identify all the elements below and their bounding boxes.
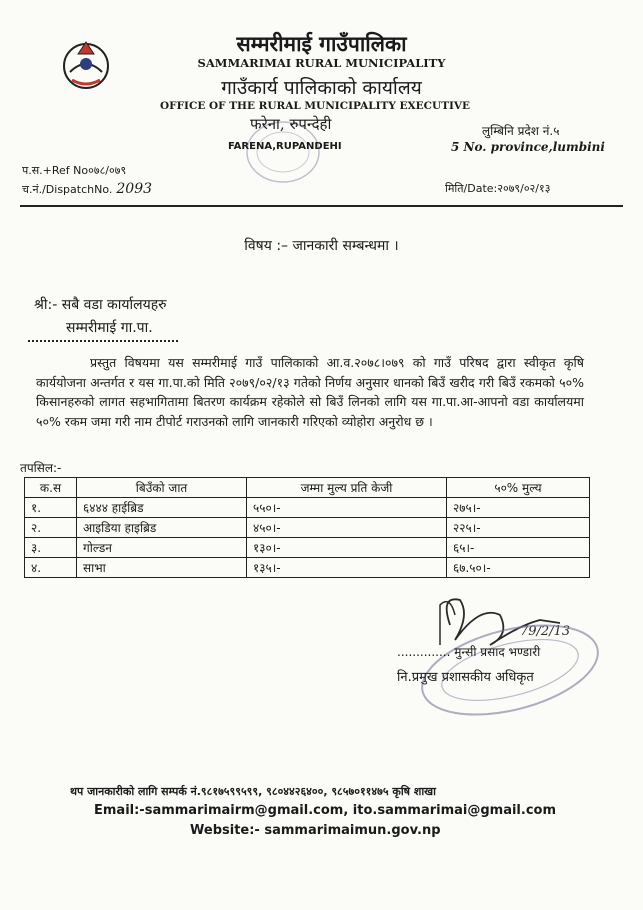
svg-text:79/2/13: 79/2/13 bbox=[520, 624, 571, 639]
table-cell: ६४४४ हाईब्रिड bbox=[77, 498, 247, 518]
footer-contact: थप जानकारीको लागि सम्पर्क नं.९८१७५९९५९९, ९८०४४२६४००, ९८५७०११४७५ कृषि शाखा bbox=[70, 785, 437, 798]
table-cell: १३५।- bbox=[247, 558, 447, 578]
province-ne: लुम्बिनि प्रदेश नं.५ bbox=[482, 124, 560, 138]
table-header: ५०% मुल्य bbox=[447, 478, 590, 498]
recipient-line-2: सम्मरीमाई गा.पा. bbox=[66, 320, 153, 336]
table-row bbox=[25, 498, 590, 518]
table-cell: १. bbox=[25, 498, 77, 518]
table-cell: २. bbox=[25, 518, 77, 538]
footer-email: Email:-sammarimairm@gmail.com, ito.sammarimai@gmail.com bbox=[94, 803, 557, 818]
letter-body: प्रस्तुत विषयमा यस सम्मरीमाई गाउँ पालिकाको आ.व.२०७८।०७९ को गाउँ परिषद द्वारा स्वीकृत कृषि कार्ययोजना अन्तर्गत र यस गा.पा.को मिति २०७९/०२/१३ गतेको निर्णय अनुसार धानको बिउँ खरीद गरी बिउँ रकमको ५०% किसानहरुको लागत सहभागितामा बितरण कार्यक्रम रहेकोले सो बिउँ लिनको लागि यस गा.पा.आ-आपनो वडा कार्यालयमा ५०% रकम जमा गरी नाम टीपोर्ट गराउनको लागि जानकारी गरिएको व्योहोरा अनुरोध छ । bbox=[36, 355, 584, 429]
seed-price-table bbox=[24, 477, 590, 578]
office-title-ne: गाउँकार्य पालिकाको कार्यालय bbox=[221, 77, 422, 99]
footer-website: Website:- sammarimaimun.gov.np bbox=[190, 823, 441, 838]
dispatch-label: च.नं./DispatchNo. bbox=[22, 183, 113, 196]
table-header: क.स bbox=[25, 478, 77, 498]
table-cell: २२५।- bbox=[447, 518, 590, 538]
signatory-name-dots: .............. bbox=[397, 645, 455, 659]
letter-date bbox=[445, 181, 550, 196]
table-cell: २७५।- bbox=[447, 498, 590, 518]
signatory-title: नि.प्रमुख प्रशासकीय अधिकृत bbox=[397, 670, 534, 685]
table-cell: ४. bbox=[25, 558, 77, 578]
table-cell: ६७.५०।- bbox=[447, 558, 590, 578]
table-header-row bbox=[25, 478, 590, 498]
header-divider bbox=[20, 205, 623, 207]
table-cell: ४५०।- bbox=[247, 518, 447, 538]
table-header: बिउँको जात bbox=[77, 478, 247, 498]
recipient-line-1: श्री:- सबै वडा कार्यालयहरु bbox=[34, 297, 167, 313]
table-cell: ५५०।- bbox=[247, 498, 447, 518]
table-cell: ३. bbox=[25, 538, 77, 558]
dispatch-value: 2093 bbox=[116, 181, 153, 197]
dispatch-number bbox=[22, 181, 152, 197]
table-row bbox=[25, 518, 590, 538]
table-cell: साभा bbox=[77, 558, 247, 578]
table-cell: आइडिया हाइब्रिड bbox=[77, 518, 247, 538]
table-cell: गोल्डन bbox=[77, 538, 247, 558]
location-en: FARENA,RUPANDEHI bbox=[228, 141, 342, 152]
ref-value: ०७८/०७९ bbox=[88, 164, 127, 177]
signatory-name-text: मुन्सी प्रसाद भण्डारी bbox=[454, 645, 541, 659]
date-value: २०७९/०२/१३ bbox=[497, 182, 551, 195]
municipality-title-en: SAMMARIMAI RURAL MUNICIPALITY bbox=[197, 56, 446, 70]
province-en: 5 No. province,lumbini bbox=[451, 140, 605, 154]
subject-line: विषय :– जानकारी सम्बन्धमा । bbox=[244, 238, 399, 254]
location-ne: फरेना, रुपन्देही bbox=[250, 115, 332, 133]
municipality-title-ne: सम्मरीमाई गाउँपालिका bbox=[236, 31, 407, 56]
signatory-name bbox=[397, 643, 540, 660]
dotted-separator bbox=[28, 340, 178, 342]
office-title-en: OFFICE OF THE RURAL MUNICIPALITY EXECUTIVE bbox=[160, 100, 471, 112]
table-row bbox=[25, 538, 590, 558]
ref-label: प.स.+Ref No bbox=[22, 164, 89, 177]
table-cell: ६५।- bbox=[447, 538, 590, 558]
table-row bbox=[25, 558, 590, 578]
date-label: मिति/Date: bbox=[445, 182, 498, 195]
table-cell: १३०।- bbox=[247, 538, 447, 558]
table-header: जम्मा मुल्य प्रति केजी bbox=[247, 478, 447, 498]
details-label: तपसिल:- bbox=[20, 461, 62, 475]
reference-number bbox=[22, 163, 126, 178]
